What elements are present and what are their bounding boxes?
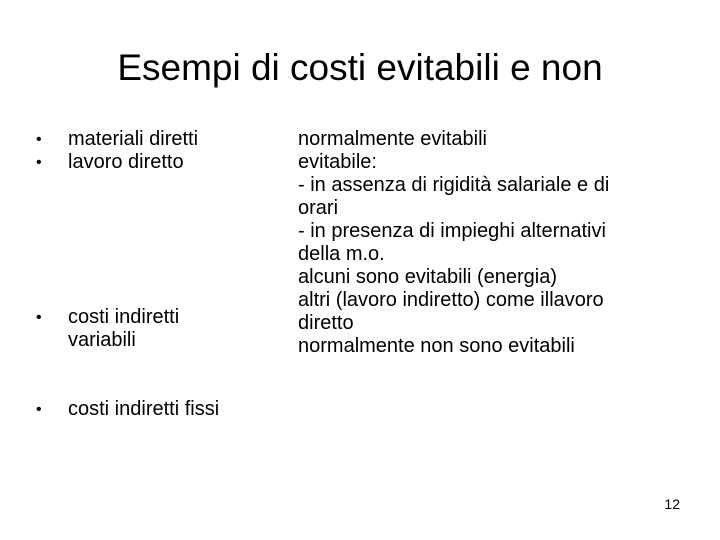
right-text-line: normalmente evitabili — [298, 128, 487, 150]
page-number: 12 — [664, 496, 680, 512]
bullet-icon: • — [36, 309, 42, 326]
right-text-line: alcuni sono evitabili (energia) — [298, 266, 558, 288]
right-text-line: evitabile: — [298, 151, 377, 173]
bullet-text: lavoro diretto — [68, 151, 184, 173]
right-text-column — [298, 128, 688, 358]
slide-title: Esempi di costi evitabili e non — [117, 47, 603, 88]
bullet-icon: • — [36, 154, 42, 171]
bullet-text: materiali diretti — [68, 128, 199, 150]
right-text-line: - in presenza di impieghi alternativi — [298, 220, 606, 242]
bullet-text: costi indiretti fissi — [68, 398, 220, 420]
right-text-line: normalmente non sono evitabili — [298, 335, 575, 357]
right-text-line: diretto — [298, 312, 354, 334]
bullet-text — [68, 306, 296, 352]
bullet-icon: • — [36, 401, 42, 418]
right-text-line: orari — [298, 197, 339, 219]
right-text-line: - in assenza di rigidità salariale e di — [298, 174, 610, 196]
bullet-text-line: costi indiretti — [68, 306, 180, 328]
bullet-icon: • — [36, 131, 42, 148]
bullet-text-line: variabili — [68, 329, 136, 351]
right-text-line: altri (lavoro indiretto) come illavoro — [298, 289, 604, 311]
right-text-line: della m.o. — [298, 243, 385, 265]
